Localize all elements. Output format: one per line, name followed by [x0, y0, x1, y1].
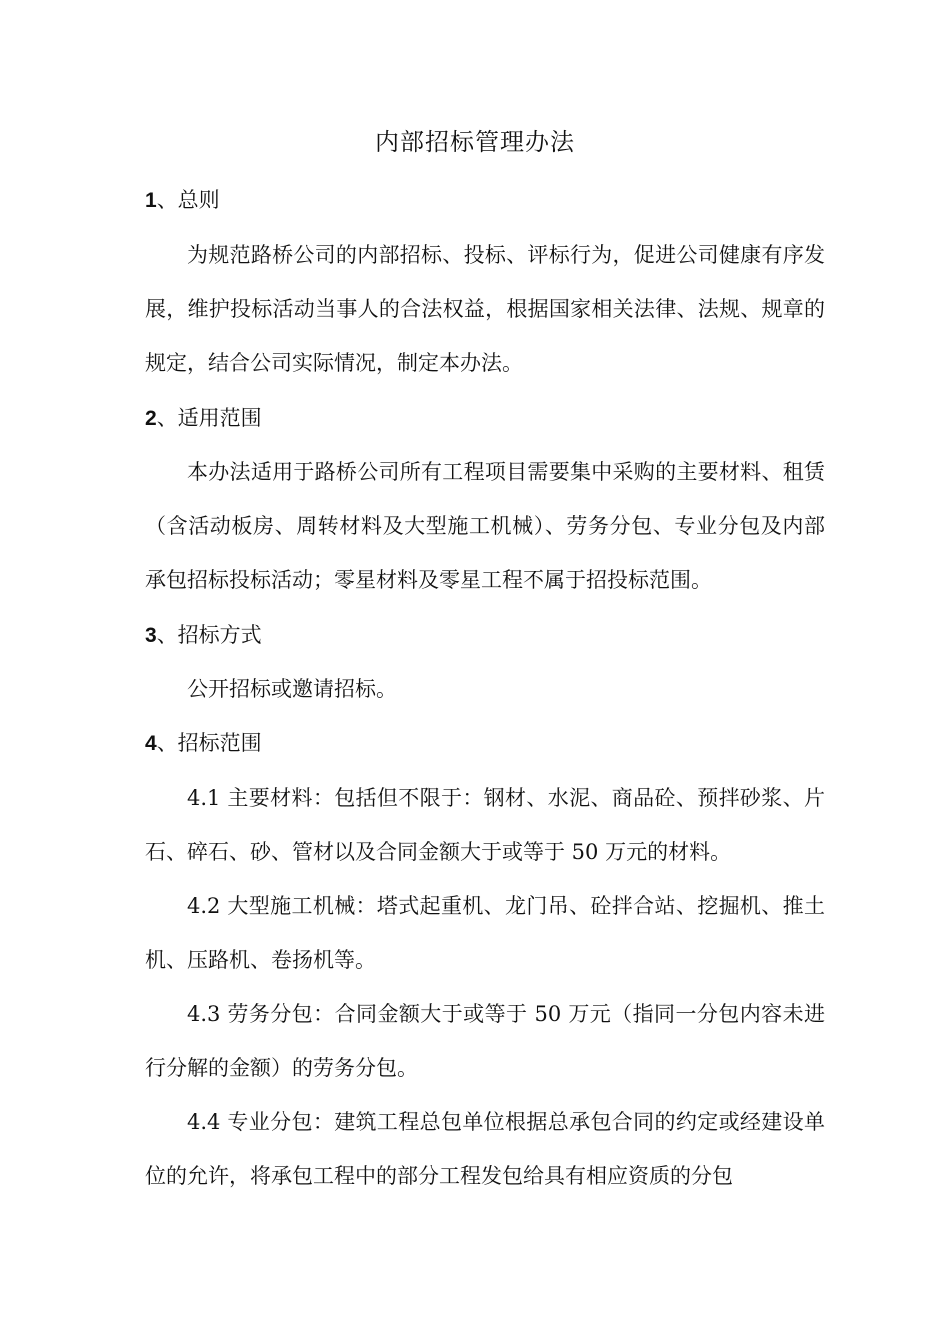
- section-paragraph: 公开招标或邀请招标。: [187, 677, 397, 701]
- section-heading-4: [145, 728, 262, 759]
- section-number: 2: [145, 407, 157, 430]
- section-title: 、总则: [156, 188, 220, 212]
- section-number: 3: [145, 624, 157, 647]
- section-paragraph: 为规范路桥公司的内部招标、投标、评标行为，促进公司健康有序发展，维护投标活动当事人的合法权益，根据国家相关法律、法规、规章的规定，结合公司实际情况，制定本办法。: [145, 243, 825, 375]
- section-heading-3: [145, 620, 262, 651]
- subsection-4-3: 4.3 劳务分包：合同金额大于或等于 50 万元（指同一分包内容未进行分解的金额）的劳务分包。: [145, 1002, 825, 1080]
- subsection-4-1: 4.1 主要材料：包括但不限于：钢材、水泥、商品砼、预拌砂浆、片石、碎石、砂、管材以及合同金额大于或等于 50 万元的材料。: [145, 786, 825, 864]
- section-title: 、招标范围: [156, 731, 262, 755]
- section-heading-1: [145, 185, 220, 216]
- section-title: 、适用范围: [156, 406, 262, 430]
- section-title: 、招标方式: [156, 623, 262, 647]
- section-number: 4: [145, 732, 157, 755]
- document-title: 内部招标管理办法: [375, 128, 575, 156]
- section-heading-2: [145, 403, 262, 434]
- subsection-4-2: 4.2 大型施工机械：塔式起重机、龙门吊、砼拌合站、挖掘机、推土机、压路机、卷扬机等。: [145, 894, 825, 972]
- section-paragraph: 本办法适用于路桥公司所有工程项目需要集中采购的主要材料、租赁（含活动板房、周转材料及大型施工机械）、劳务分包、专业分包及内部承包招标投标活动；零星材料及零星工程不属于招投标范围。: [145, 460, 825, 592]
- section-number: 1: [145, 189, 157, 212]
- subsection-4-4: 4.4 专业分包：建筑工程总包单位根据总承包合同的约定或经建设单位的允许，将承包工程中的部分工程发包给具有相应资质的分包: [145, 1110, 825, 1188]
